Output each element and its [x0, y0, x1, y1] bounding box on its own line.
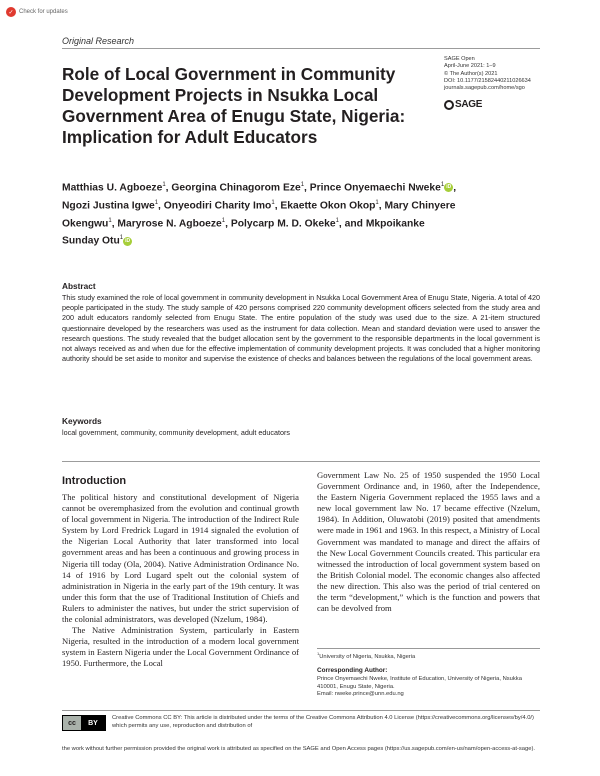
corresponding-address: Prince Onyemaechi Nweke, Institute of Education, University of Nigeria, Nsukka 410001, Enugu State, Nigeria. — [317, 676, 522, 690]
intro-paragraph-2: The Native Administration System, particularly in Eastern Nigeria, resulted in the introduction of a modern local government system in Eastern Nigeria under the Local Government Ordinance of 1950. Furthermore, the Local — [62, 625, 299, 669]
license-text-continued: the work without further permission provided the original work is attributed as specified on the SAGE and Open Access pages (https://us.sagepub.com/en-us/nam/open-access-at-sage). — [62, 746, 536, 752]
check-updates-icon: ✓ — [6, 7, 16, 17]
cc-by-badge[interactable] — [62, 715, 106, 731]
author-name: Maryrose N. Agboeze — [117, 218, 222, 230]
author-separator: , — [225, 218, 231, 230]
author-name: Polycarp M. D. Okeke — [230, 218, 336, 230]
introduction-heading: Introduction — [62, 475, 127, 487]
journal-issue: April-June 2021: 1–9 — [444, 63, 496, 70]
author-separator: , — [158, 200, 164, 212]
author-affiliation-sup: 1 — [108, 217, 112, 224]
author-name: Mary Chinyere Okengwu — [62, 200, 456, 230]
section-label: Original Research — [62, 36, 135, 46]
keywords-text: local government, community, community development, adult educators — [62, 428, 290, 437]
affiliation-sup: 1 — [317, 651, 320, 656]
keywords-heading: Keywords — [62, 416, 102, 426]
check-for-updates-badge[interactable] — [6, 6, 68, 18]
orcid-icon[interactable]: iD — [446, 184, 452, 191]
affiliation-text: University of Nigeria, Nsukka, Nigeria — [319, 653, 416, 660]
author-name: Ngozi Justina Igwe — [62, 200, 155, 212]
body-divider — [62, 461, 540, 462]
author-separator: , — [165, 182, 172, 194]
abstract-text: This study examined the role of local government in community development in Nsukka Local Government Area of Enugu State, Nigeria. A total of 420 people participated in the study. The study sample of 420 persons comprised 220 community development officers selected from the study area and 200 adult educators randomly selected from Enugu State. The entire population of the study was used due to the size. A 21-item structured questionnaire developed by the researchers was used as the instrument for data collection. Mean and standard deviation were used to answer the research questions. The study revealed that the budget allocation sent by the government to the responsible departments in the local government is not always received as and when due for the effective implementation of community development projects. It was concluded that a higher monitoring authority should be set aside to monitor and supervise the existence of checks and balances between the regulations of the local government areas. — [62, 293, 540, 364]
author-affiliation-sup: 1 — [154, 199, 159, 206]
footnote-divider — [317, 648, 540, 649]
author-affiliation-sup: 1 — [119, 235, 124, 242]
author-name: Ekaette Okon Okop — [280, 200, 376, 212]
intro-paragraph-continued: Government Law No. 25 of 1950 suspended the 1950 Local Government Ordinance and, in 1960, after the Independence, the Eastern Nigeria Government replaced the 1955 laws and a new local government law No. 17 became effective (Nzelum, 1984). In Addition, Oluwatobi (2019) posited that amendments were made in 1961 and 1963. In this respect, a Ministry of Local Government was mandated to manage and direct the affairs of the New Local Government Councils created. This particular era witnessed the introduction of local government system based on the British Colonial model. The economic changes also affected the new direction. This also was the period of trial centered on the term “development,” which is the function and powers that can be devolved from — [317, 470, 540, 614]
author-separator: , — [453, 182, 457, 194]
header-divider — [62, 48, 540, 49]
orcid-icon[interactable]: iD — [125, 237, 131, 244]
author-list — [62, 178, 462, 249]
license-text: Creative Commons CC BY: This article is distributed under the terms of the Creative Commons Attribution 4.0 License (https://creativecommons.org/licenses/by/4.0/) which permits any use, reproduction and distribution of — [112, 715, 534, 729]
body-column-left — [62, 492, 299, 670]
author-name: Mkpoikanke Sunday Otu — [62, 218, 425, 247]
abstract-heading: Abstract — [62, 281, 96, 291]
journal-copyright: © The Author(s) 2021 — [444, 70, 498, 77]
intro-paragraph-1: The political history and constitutional development of Nigeria cannot be overemphasized from the evolution and continual growth of local government in Nigeria. The introduction of the Indirect Rule System by Lord Fredrick Lugard in 1914 signaled the evolution of the Nigerian Local Authority that later transformed into local government areas and has been a continuous and growing process in Nigeria till today (Ola, 2004). Native Administration Ordinance No. 14 of 1916 by Lord Lugard spelt out the colonial system of administration in Nigeria in the early part of the 19th century. It was under this form that the use of Traditional Institution of Chiefs and Rulers to administer the natives, but under the strict supervision of the colonial administrators, was developed (Nzelum, 1984). — [62, 492, 299, 625]
author-name: Onyeodiri Charity Imo — [163, 200, 272, 212]
author-name: Matthias U. Agboeze — [62, 182, 163, 194]
author-separator: , — [378, 200, 385, 212]
sage-logo — [444, 99, 482, 110]
author-separator: , and — [338, 218, 366, 230]
journal-doi[interactable]: DOI: 10.1177/21582440211026634 — [444, 77, 531, 84]
corresponding-author — [317, 676, 540, 699]
journal-info — [444, 56, 554, 92]
license-divider — [62, 710, 540, 711]
body-column-right — [317, 470, 540, 614]
author-affiliation-sup: 1 — [221, 217, 226, 224]
check-updates-label: Check for updates — [19, 9, 68, 15]
sage-logo-icon — [444, 100, 454, 110]
author-name: Prince Onyemaechi Nweke — [309, 182, 441, 194]
journal-name: SAGE Open — [444, 56, 475, 62]
journal-url[interactable]: journals.sagepub.com/home/sgo — [444, 85, 525, 92]
affiliation — [317, 651, 415, 660]
corresponding-email[interactable]: Email: nweke.prince@unn.edu.ng — [317, 691, 404, 698]
by-icon: BY — [81, 716, 105, 730]
author-affiliation-sup: 1 — [162, 182, 166, 188]
author-name: Georgina Chinagorom Eze — [171, 182, 301, 194]
corresponding-author-heading: Corresponding Author: — [317, 667, 388, 674]
author-separator: , — [274, 200, 281, 212]
author-affiliation-sup: 1 — [375, 199, 379, 206]
author-affiliation-sup: 1 — [271, 199, 275, 206]
article-title: Role of Local Government in Community Development Projects in Nsukka Local Government Area of Enugu State, Nigeria: Implication for Adult Educators — [62, 64, 406, 147]
author-affiliation-sup: 1 — [335, 217, 339, 224]
cc-icon: cc — [63, 716, 81, 730]
author-separator: , — [111, 218, 118, 230]
author-separator: , — [304, 182, 310, 194]
author-affiliation-sup: 1 — [440, 182, 445, 188]
sage-logo-text: SAGE — [455, 99, 483, 110]
author-affiliation-sup: 1 — [300, 182, 305, 188]
